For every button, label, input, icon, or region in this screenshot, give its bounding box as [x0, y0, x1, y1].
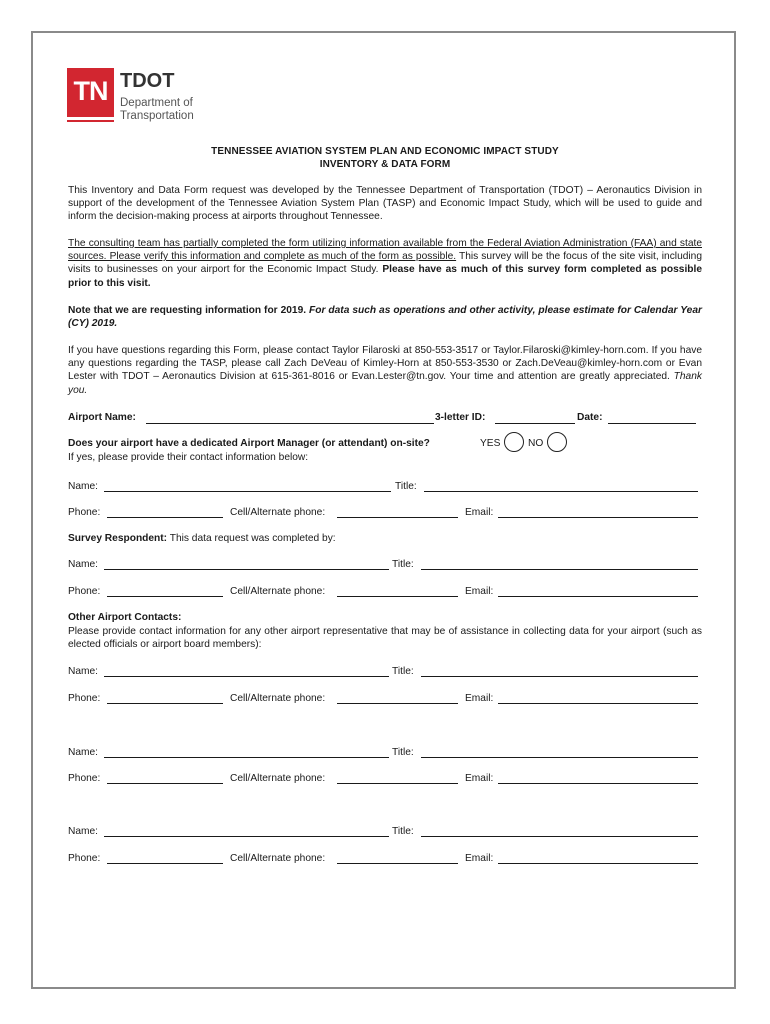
manager-title-field[interactable] — [424, 491, 698, 492]
no-checkbox[interactable] — [547, 432, 567, 452]
note-paragraph — [68, 304, 702, 330]
tn-logo-text: TN — [73, 76, 108, 106]
contact1-email-label: Email: — [465, 693, 494, 704]
logo-line2: Transportation — [120, 110, 194, 122]
respondent-title-label: Title: — [392, 559, 414, 570]
manager-phone-field[interactable] — [107, 517, 223, 518]
contact1-name-label: Name: — [68, 666, 99, 677]
respondent-phone-field[interactable] — [107, 596, 223, 597]
contact2-email-field[interactable] — [498, 783, 698, 784]
manager-question: Does your airport have a dedicated Airport Manager (or attendant) on-site? — [68, 438, 430, 449]
respondent-heading: Survey Respondent: — [68, 533, 168, 544]
airport-id-field[interactable] — [495, 423, 575, 424]
contact3-cell-label: Cell/Alternate phone: — [230, 853, 326, 864]
contact2-name-label: Name: — [68, 747, 99, 758]
form-subtitle: INVENTORY & DATA FORM — [319, 159, 451, 170]
contact1-cell-field[interactable] — [337, 703, 458, 704]
airport-name-label: Airport Name: — [68, 412, 136, 423]
manager-title-label: Title: — [395, 481, 417, 492]
respondent-cell-label: Cell/Alternate phone: — [230, 586, 326, 597]
contact3-email-label: Email: — [465, 853, 494, 864]
manager-cell-label: Cell/Alternate phone: — [230, 507, 326, 518]
contact1-title-field[interactable] — [421, 676, 698, 677]
contact2-title-field[interactable] — [421, 757, 698, 758]
manager-instruction: If yes, please provide their contact information below: — [68, 452, 309, 463]
contact3-name-label: Name: — [68, 826, 99, 837]
respondent-phone-label: Phone: — [68, 586, 101, 597]
contact1-phone-field[interactable] — [107, 703, 223, 704]
contact3-name-field[interactable] — [104, 836, 389, 837]
contact3-cell-field[interactable] — [337, 863, 458, 864]
contact3-phone-field[interactable] — [107, 863, 223, 864]
contact2-phone-field[interactable] — [107, 783, 223, 784]
respondent-name-field[interactable] — [104, 569, 389, 570]
yes-label: YES — [480, 438, 501, 449]
manager-name-field[interactable] — [104, 491, 391, 492]
contact2-cell-label: Cell/Alternate phone: — [230, 773, 326, 784]
respondent-email-label: Email: — [465, 586, 494, 597]
contact3-title-label: Title: — [392, 826, 414, 837]
contact2-email-label: Email: — [465, 773, 494, 784]
respondent-email-field[interactable] — [498, 596, 698, 597]
date-field[interactable] — [608, 423, 696, 424]
manager-email-label: Email: — [465, 507, 494, 518]
intro-paragraph: This Inventory and Data Form request was developed by the Tennessee Department of Transportation (TDOT) – Aeronautics Division in support of the development of the Tennessee Aviation System Plan (TASP) and Economic Impact Study, which will be used to guide and inform the decision-making process at airports throughout Tennessee. — [68, 185, 702, 223]
airport-name-field[interactable] — [146, 423, 434, 424]
date-label: Date: — [577, 412, 603, 423]
contact1-email-field[interactable] — [498, 703, 698, 704]
respondent-title-field[interactable] — [421, 569, 698, 570]
logo-underline — [67, 120, 114, 122]
no-label: NO — [528, 438, 544, 449]
yes-checkbox[interactable] — [504, 432, 524, 452]
respondent-name-label: Name: — [68, 559, 99, 570]
other-contacts-heading: Other Airport Contacts: — [68, 612, 182, 623]
note-bold-italic: For data such as operations and other activity, please estimate for Calendar Year (CY) 2019. — [68, 305, 702, 330]
manager-cell-field[interactable] — [337, 517, 458, 518]
consulting-bold: Please have as much of this survey form completed as possible prior to this visit. — [68, 264, 702, 289]
contact1-phone-label: Phone: — [68, 693, 101, 704]
manager-phone-label: Phone: — [68, 507, 101, 518]
respondent-heading-row — [68, 533, 336, 544]
contact3-title-field[interactable] — [421, 836, 698, 837]
page-border — [31, 31, 736, 989]
contact1-title-label: Title: — [392, 666, 414, 677]
tn-logo-mark — [67, 68, 114, 117]
contact2-cell-field[interactable] — [337, 783, 458, 784]
consulting-paragraph — [68, 237, 702, 290]
consulting-normal: This survey will be the focus of the site visit, including visits to businesses on your airport for the Economic Impact Study. — [68, 251, 702, 276]
contact1-name-field[interactable] — [104, 676, 389, 677]
note-bold: Note that we are requesting information for 2019. — [68, 305, 310, 316]
form-title: TENNESSEE AVIATION SYSTEM PLAN AND ECONOMIC IMPACT STUDY — [211, 146, 559, 157]
contact3-phone-label: Phone: — [68, 853, 101, 864]
respondent-text: This data request was completed by: — [167, 533, 336, 544]
respondent-cell-field[interactable] — [337, 596, 458, 597]
contact2-title-label: Title: — [392, 747, 414, 758]
contact2-name-field[interactable] — [104, 757, 389, 758]
thanks-text: Thank you. — [68, 371, 702, 396]
logo-name: TDOT — [120, 70, 175, 92]
contact3-email-field[interactable] — [498, 863, 698, 864]
logo-line1: Department of — [120, 97, 193, 109]
manager-email-field[interactable] — [498, 517, 698, 518]
other-contacts-text: Please provide contact information for any other airport representative that may be of assistance in collecting data for your airport (such as elected officials or airport board members): — [68, 626, 702, 651]
consulting-underlined: The consulting team has partially completed the form utilizing information available from the Federal Aviation Administration (FAA) and state sources. Please verify this information and complete as much of the form as possible. — [68, 238, 702, 263]
airport-id-label: 3-letter ID: — [435, 412, 486, 423]
manager-name-label: Name: — [68, 481, 99, 492]
contact2-phone-label: Phone: — [68, 773, 101, 784]
questions-paragraph — [68, 344, 702, 397]
questions-text: If you have questions regarding this Form, please contact Taylor Filaroski at 850-553-3517 or Taylor.Filaroski@kimley-horn.com. If you have any questions regarding the TASP, please call Zach DeVeau of Kimley-Horn at 850-553-3530 or Zach.DeVeau@kimley-horn.com or Evan Lester with TDOT – Aeronautics Division at 615-361-8016 or Evan.Lester@tn.gov. Your time and attention are greatly appreciated. — [68, 345, 702, 383]
contact1-cell-label: Cell/Alternate phone: — [230, 693, 326, 704]
